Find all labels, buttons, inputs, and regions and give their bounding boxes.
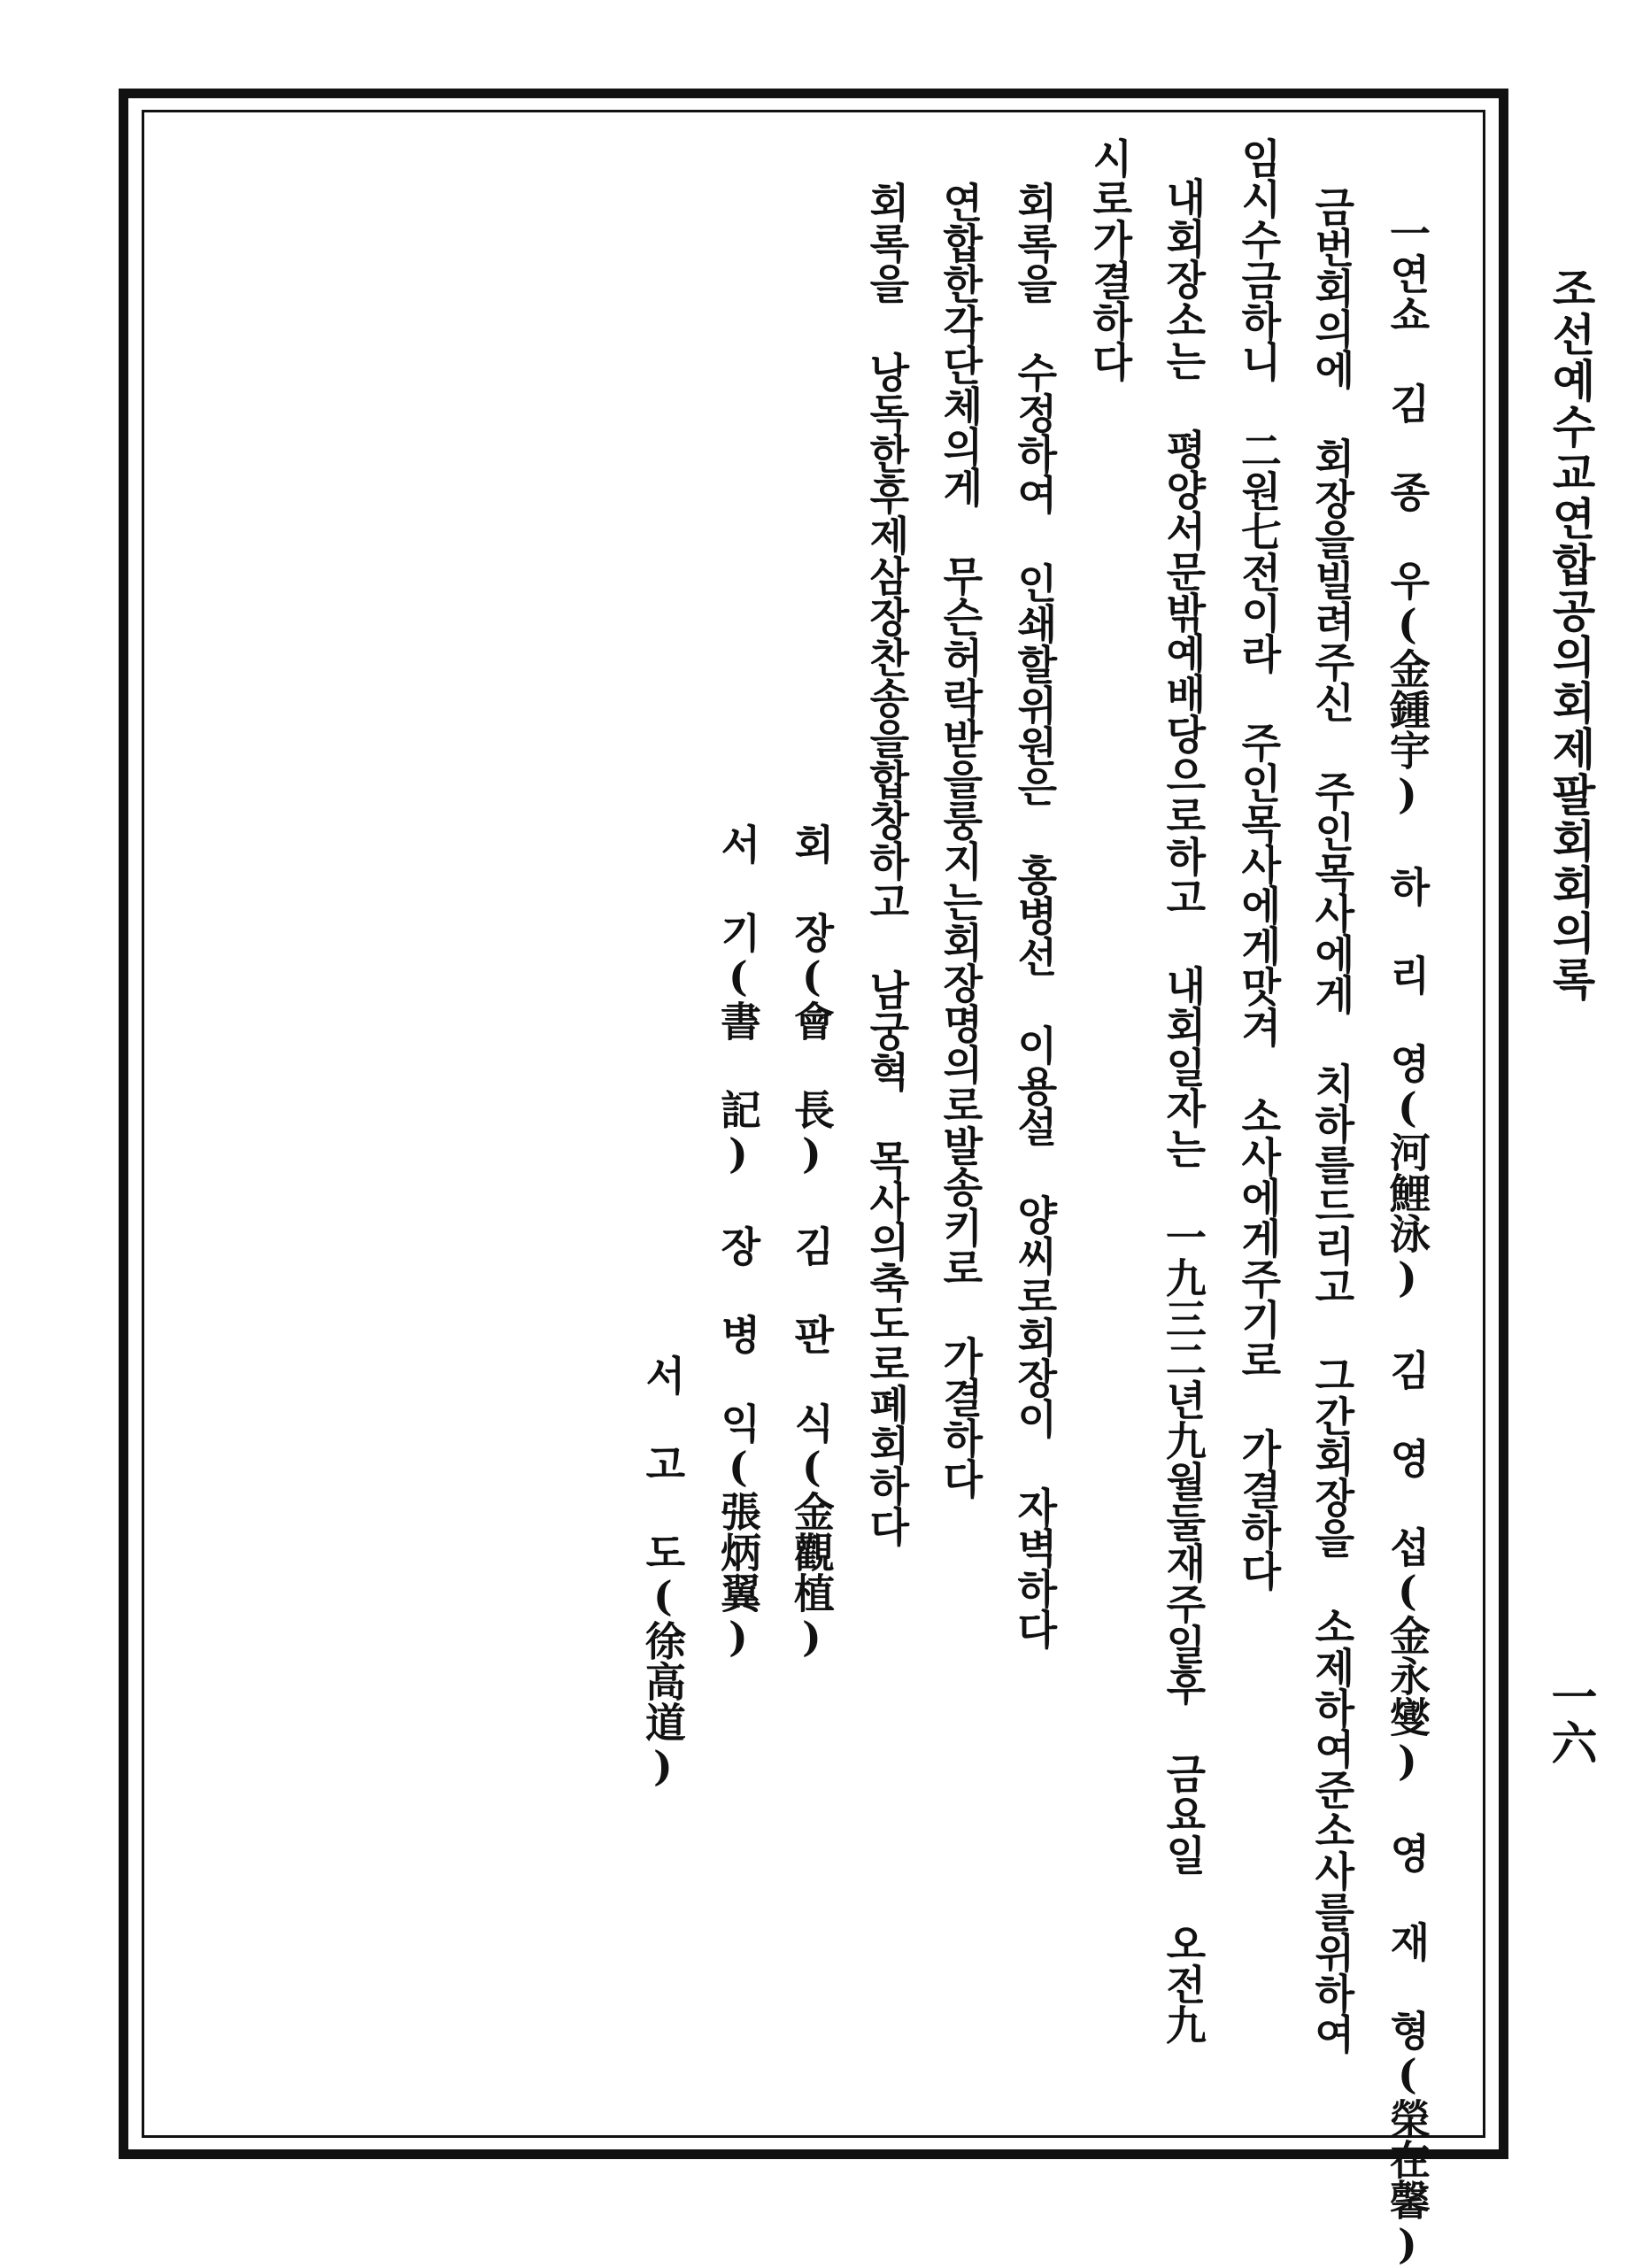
page-number: 一六 <box>1543 1673 1597 1765</box>
body-line-2: 금번회의에 회장을빌려주신 주인목사에게 치하를드리고 그간회장을 소제하여준소사를위하여 <box>1307 186 1356 2054</box>
signature-third: 서 고 도(徐高道) <box>638 1354 687 1790</box>
running-title: 조선예수교연합공의회제팔회회의록 <box>1545 266 1597 1002</box>
body-line-7: 연합한각단체의게 무슨허락받을룽지는회장명의로발송키로 가결하다 <box>936 181 984 1499</box>
body-line-6: 회록을 수정하여 인쇄할위원은 홍병선 이용설 양씨로회장이 자벽하다 <box>1010 181 1059 1649</box>
body-line-8: 회록을 낭독한후제삼장찬송을합창하고 남궁혁 목사의축도로폐회하다 <box>862 181 911 1547</box>
body-line-1: 一연쇼 김 종 우(金鍾宇) 하 리 영(河鯉泳) 김 영 섭(金永燮) 영 재 형(榮在馨) <box>1383 212 1431 2268</box>
signature-secretary: 서 기(書 記) 장 병 익(張炳翼) <box>714 823 762 1661</box>
body-line-3: 임시수금하니 二원七전이라 주인목사에게맛겨 소사에게주기로 가결하다 <box>1234 137 1283 1591</box>
body-line-5: 시로가결하다 <box>1085 137 1134 382</box>
signature-chairman: 회 장(會 長) 김 판 식(金觀植) <box>787 823 836 1661</box>
body-line-4: 내회장소는 평양서문밖예배당으로하고 내회일자는 一九三二년九월둘재주일후 금요일 오전九 <box>1159 177 1207 2045</box>
